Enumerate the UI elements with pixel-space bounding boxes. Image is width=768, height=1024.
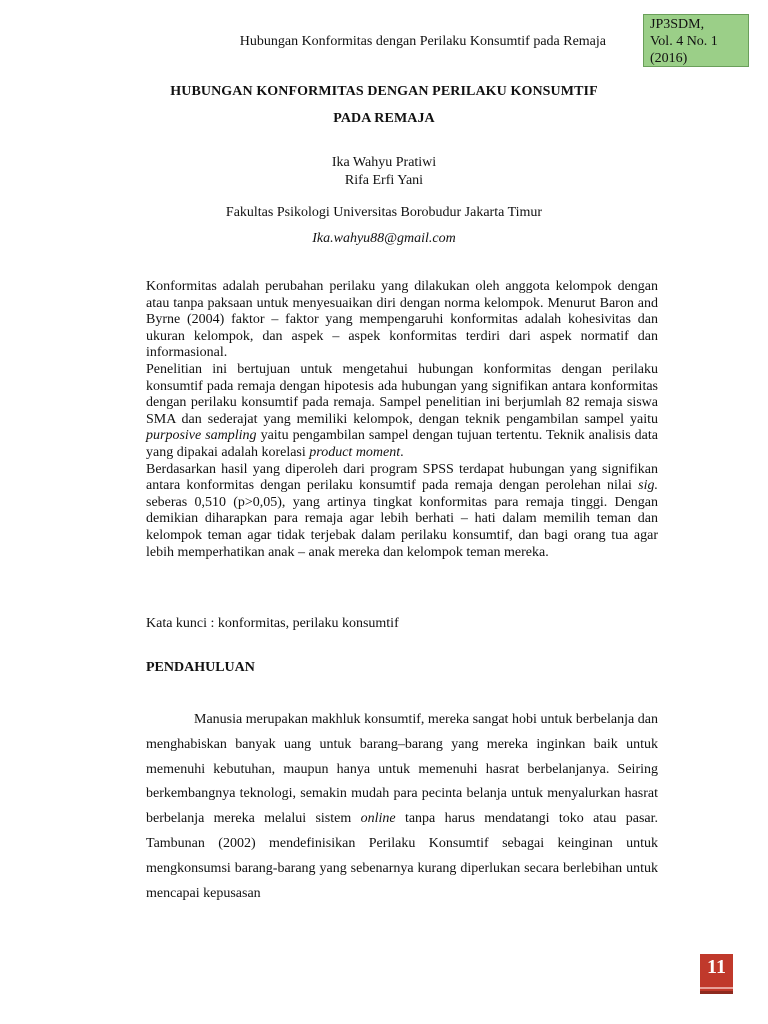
journal-volume: Vol. 4 No. 1 [650,34,718,49]
abstract-emphasis: purposive sampling [146,428,257,444]
body-emphasis: online [360,811,396,827]
body-text [146,708,658,906]
author-email: Ika.wahyu88@gmail.com [312,231,456,246]
abstract-text: yaitu pengambilan sampel dengan tujuan tertentu. Teknik analisis data yang dipakai adalah korelasi [146,428,659,460]
page-number: 11 [700,954,733,994]
abstract [146,279,658,561]
body-paragraph [146,708,658,906]
author-2: Rifa Erfi Yani [344,173,424,188]
abstract-emphasis: product moment [309,444,401,460]
journal-year: (2016) [650,51,688,66]
abstract-paragraph-3 [146,462,658,562]
abstract-text: Berdasarkan hasil yang diperoleh dari program SPSS terdapat hubungan yang signifikan antara konformitas dengan perilaku konsumtif pada remaja dengan perolehan nilai [146,461,658,494]
body-text-span: tanpa harus mendatangi toko atau pasar. Tambunan (2002) mendefinisikan Perilaku Konsumtif sebagai keinginan untuk mengkonsumsi barang-barang yang sebenarnya kurang diperlukan secara berlebihan untuk mencapai kepusasan [146,811,659,901]
journal-name: JP3SDM, [650,17,705,32]
keywords: Kata kunci : konformitas, perilaku konsumtif [146,616,399,631]
abstract-emphasis: sig. [638,478,659,494]
abstract-text: Penelitian ini bertujuan untuk mengetahui hubungan konformitas dengan perilaku konsumtif pada remaja dengan hipotesis ada hubungan yang signifikan antara konformitas dengan perilaku konsumtif pada remaja. Sampel penelitian ini berjumlah 82 remaja siswa SMA dan sederajat yang memiliki kelompok, dengan teknik pengambilan sampel yaitu [146,361,658,427]
article-title-line-2: PADA REMAJA [333,111,435,126]
abstract-paragraph-1: Konformitas adalah perubahan perilaku yang dilakukan oleh anggota kelompok dengan atau tanpa paksaan untuk menyesuaikan diri dengan norma kelompok. Menurut Baron and Byrne (2004) faktor – faktor yang mempengaruhi konformitas adalah kohesivitas dan ukuran kelompok, dan aspek – aspek konformitas terdiri dari aspek normatif dan informasional. [146,279,658,361]
section-heading: PENDAHULUAN [146,660,255,675]
abstract-paragraph-2 [146,362,658,462]
article-title-line-1: HUBUNGAN KONFORMITAS DENGAN PERILAKU KONSUMTIF [170,84,598,99]
journal-info-box [643,14,749,67]
abstract-text: . [400,444,404,460]
author-1: Ika Wahyu Pratiwi [331,155,437,170]
body-text-span: Manusia merupakan makhluk konsumtif, mereka sangat hobi untuk berbelanja dan menghabiskan banyak uang untuk barang–barang yang mereka inginkan baik untuk memenuhi kebutuhan, maupun hanya untuk memenuhi hasrat berbelanjanya. Seiring berkembangnya teknologi, semakin mudah para pecinta belanja untuk menyalurkan hasrat berbelanja mereka melalui sistem [146,712,658,827]
running-header: Hubungan Konformitas dengan Perilaku Konsumtif pada Remaja [239,34,606,49]
affiliation: Fakultas Psikologi Universitas Borobudur Jakarta Timur [225,205,543,220]
abstract-text: seberas 0,510 (p>0,05), yang artinya tingkat konformitas para remaja tinggi. Dengan demikian diharapkan para remaja agar lebih berhati – hati dalam memilih teman dan kelompok teman agar tidak terjebak dalam perilaku konsumtif, dan bagi orang tua agar lebih memperhatikan anak – anak mereka dan kelompok teman mereka. [146,494,658,560]
